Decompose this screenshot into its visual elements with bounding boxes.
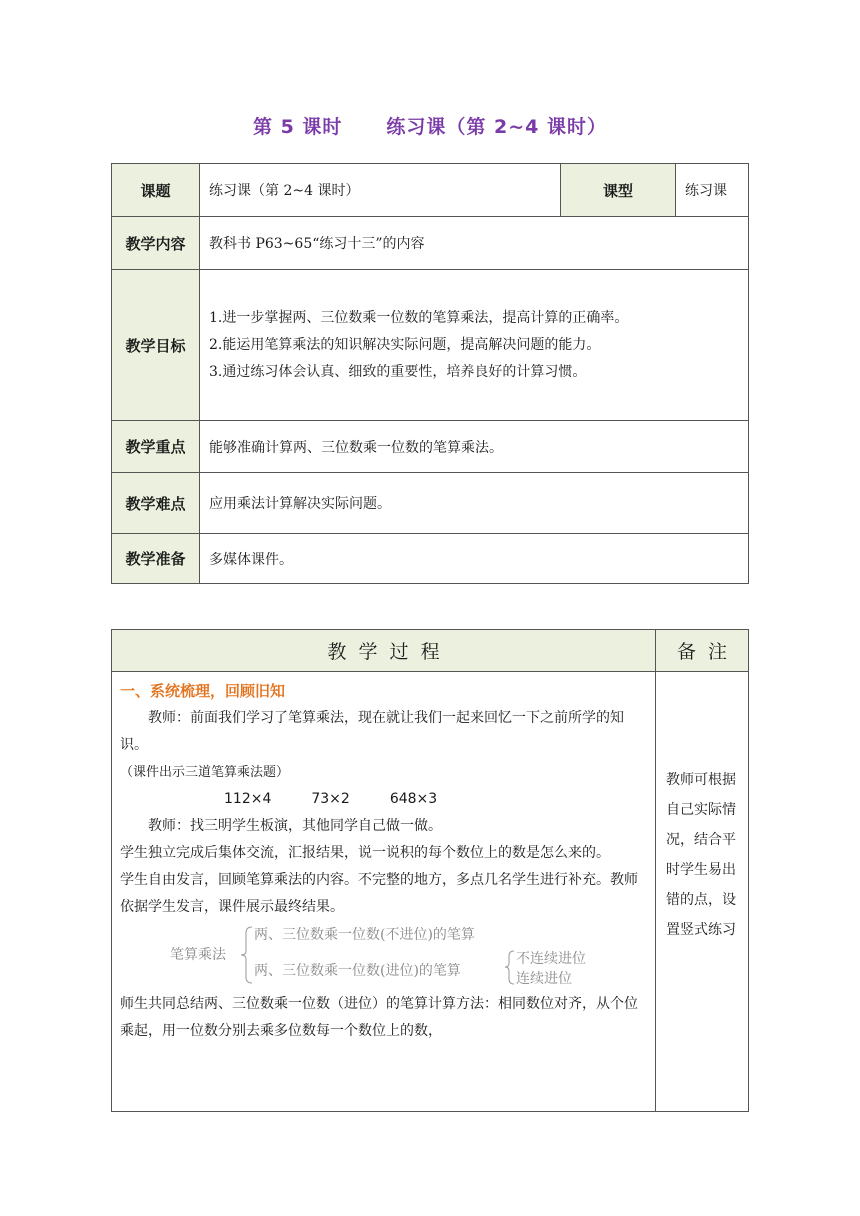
process-header-row (112, 630, 749, 672)
difficult-value: 应用乘法计算解决实际问题。 (200, 473, 749, 534)
process-header: 教 学 过 程 (112, 630, 656, 672)
equation-list (120, 786, 649, 813)
difficult-label: 教学难点 (112, 473, 200, 534)
topic-value: 练习课（第 2~4 课时） (200, 164, 561, 217)
key-value: 能够准确计算两、三位数乘一位数的笔算乘法。 (200, 421, 749, 473)
content-label: 教学内容 (112, 217, 200, 270)
content-value: 教科书 P63~65“练习十三”的内容 (200, 217, 749, 270)
diagram-branch: 两、三位数乘一位数(进位)的笔算 (254, 963, 461, 979)
prep-value: 多媒体课件。 (200, 534, 749, 584)
topic-row (112, 164, 749, 217)
paragraph: 学生独立完成后集体交流，汇报结果，说一说积的每个数位上的数是怎么来的。 (120, 845, 610, 861)
paragraph: 学生自由发言，回顾笔算乘法的内容。不完整的地方，多点几名学生进行补充。教师依据学生发言，课件展示最终结果。 (120, 872, 638, 915)
paragraph: 教师：找三明学生板演，其他同学自己做一做。 (148, 818, 442, 834)
type-value: 练习课 (676, 164, 749, 217)
notes-header: 备 注 (656, 630, 749, 672)
key-label: 教学重点 (112, 421, 200, 473)
prep-row (112, 534, 749, 584)
lesson-name: 练习课（第 2~4 课时） (386, 116, 608, 138)
diagram-branch: 两、三位数乘一位数(不进位)的笔算 (254, 927, 475, 943)
topic-label: 课题 (112, 164, 200, 217)
multiplication-tree-diagram (120, 923, 649, 987)
diagram-root: 笔算乘法 (170, 947, 226, 963)
diagram-sub-branch: 不连续进位 (516, 951, 586, 967)
goal-item: 3.通过练习体会认真、细致的重要性，培养良好的计算习惯。 (209, 363, 587, 380)
goal-item: 1.进一步掌握两、三位数乘一位数的笔算乘法，提高计算的正确率。 (209, 309, 629, 326)
goals-label: 教学目标 (112, 270, 200, 421)
content-row (112, 217, 749, 270)
process-content (112, 672, 656, 1112)
paragraph: 师生共同总结两、三位数乘一位数（进位）的笔算计算方法：相同数位对齐，从个位乘起，用一位数分别去乘多位数每一个数位上的数， (120, 996, 638, 1039)
type-label: 课型 (561, 164, 676, 217)
goal-item: 2.能运用笔算乘法的知识解决实际问题，提高解决问题的能力。 (209, 336, 601, 353)
teaching-process-table (111, 629, 749, 1112)
teacher-note: 教师可根据自己实际情况，结合平时学生易出错的点，设置竖式练习 (656, 672, 749, 1112)
prep-label: 教学准备 (112, 534, 200, 584)
process-body-row (112, 672, 749, 1112)
difficult-row (112, 473, 749, 534)
equation: 73×2 (311, 791, 350, 807)
paragraph: 教师：前面我们学习了笔算乘法，现在就让我们一起来回忆一下之前所学的知识。 (120, 710, 624, 753)
key-row (112, 421, 749, 473)
lesson-info-table (111, 163, 749, 584)
paragraph: （课件出示三道笔算乘法题） (120, 765, 290, 780)
diagram-sub-branch: 连续进位 (516, 971, 572, 987)
section-heading: 一、系统梳理，回顾旧知 (120, 682, 286, 700)
equation: 648×3 (389, 791, 438, 807)
page-title (0, 112, 860, 139)
lesson-number: 第 5 课时 (252, 116, 343, 138)
goals-row (112, 270, 749, 421)
goals-list (200, 270, 749, 421)
equation: 112×4 (224, 791, 272, 807)
